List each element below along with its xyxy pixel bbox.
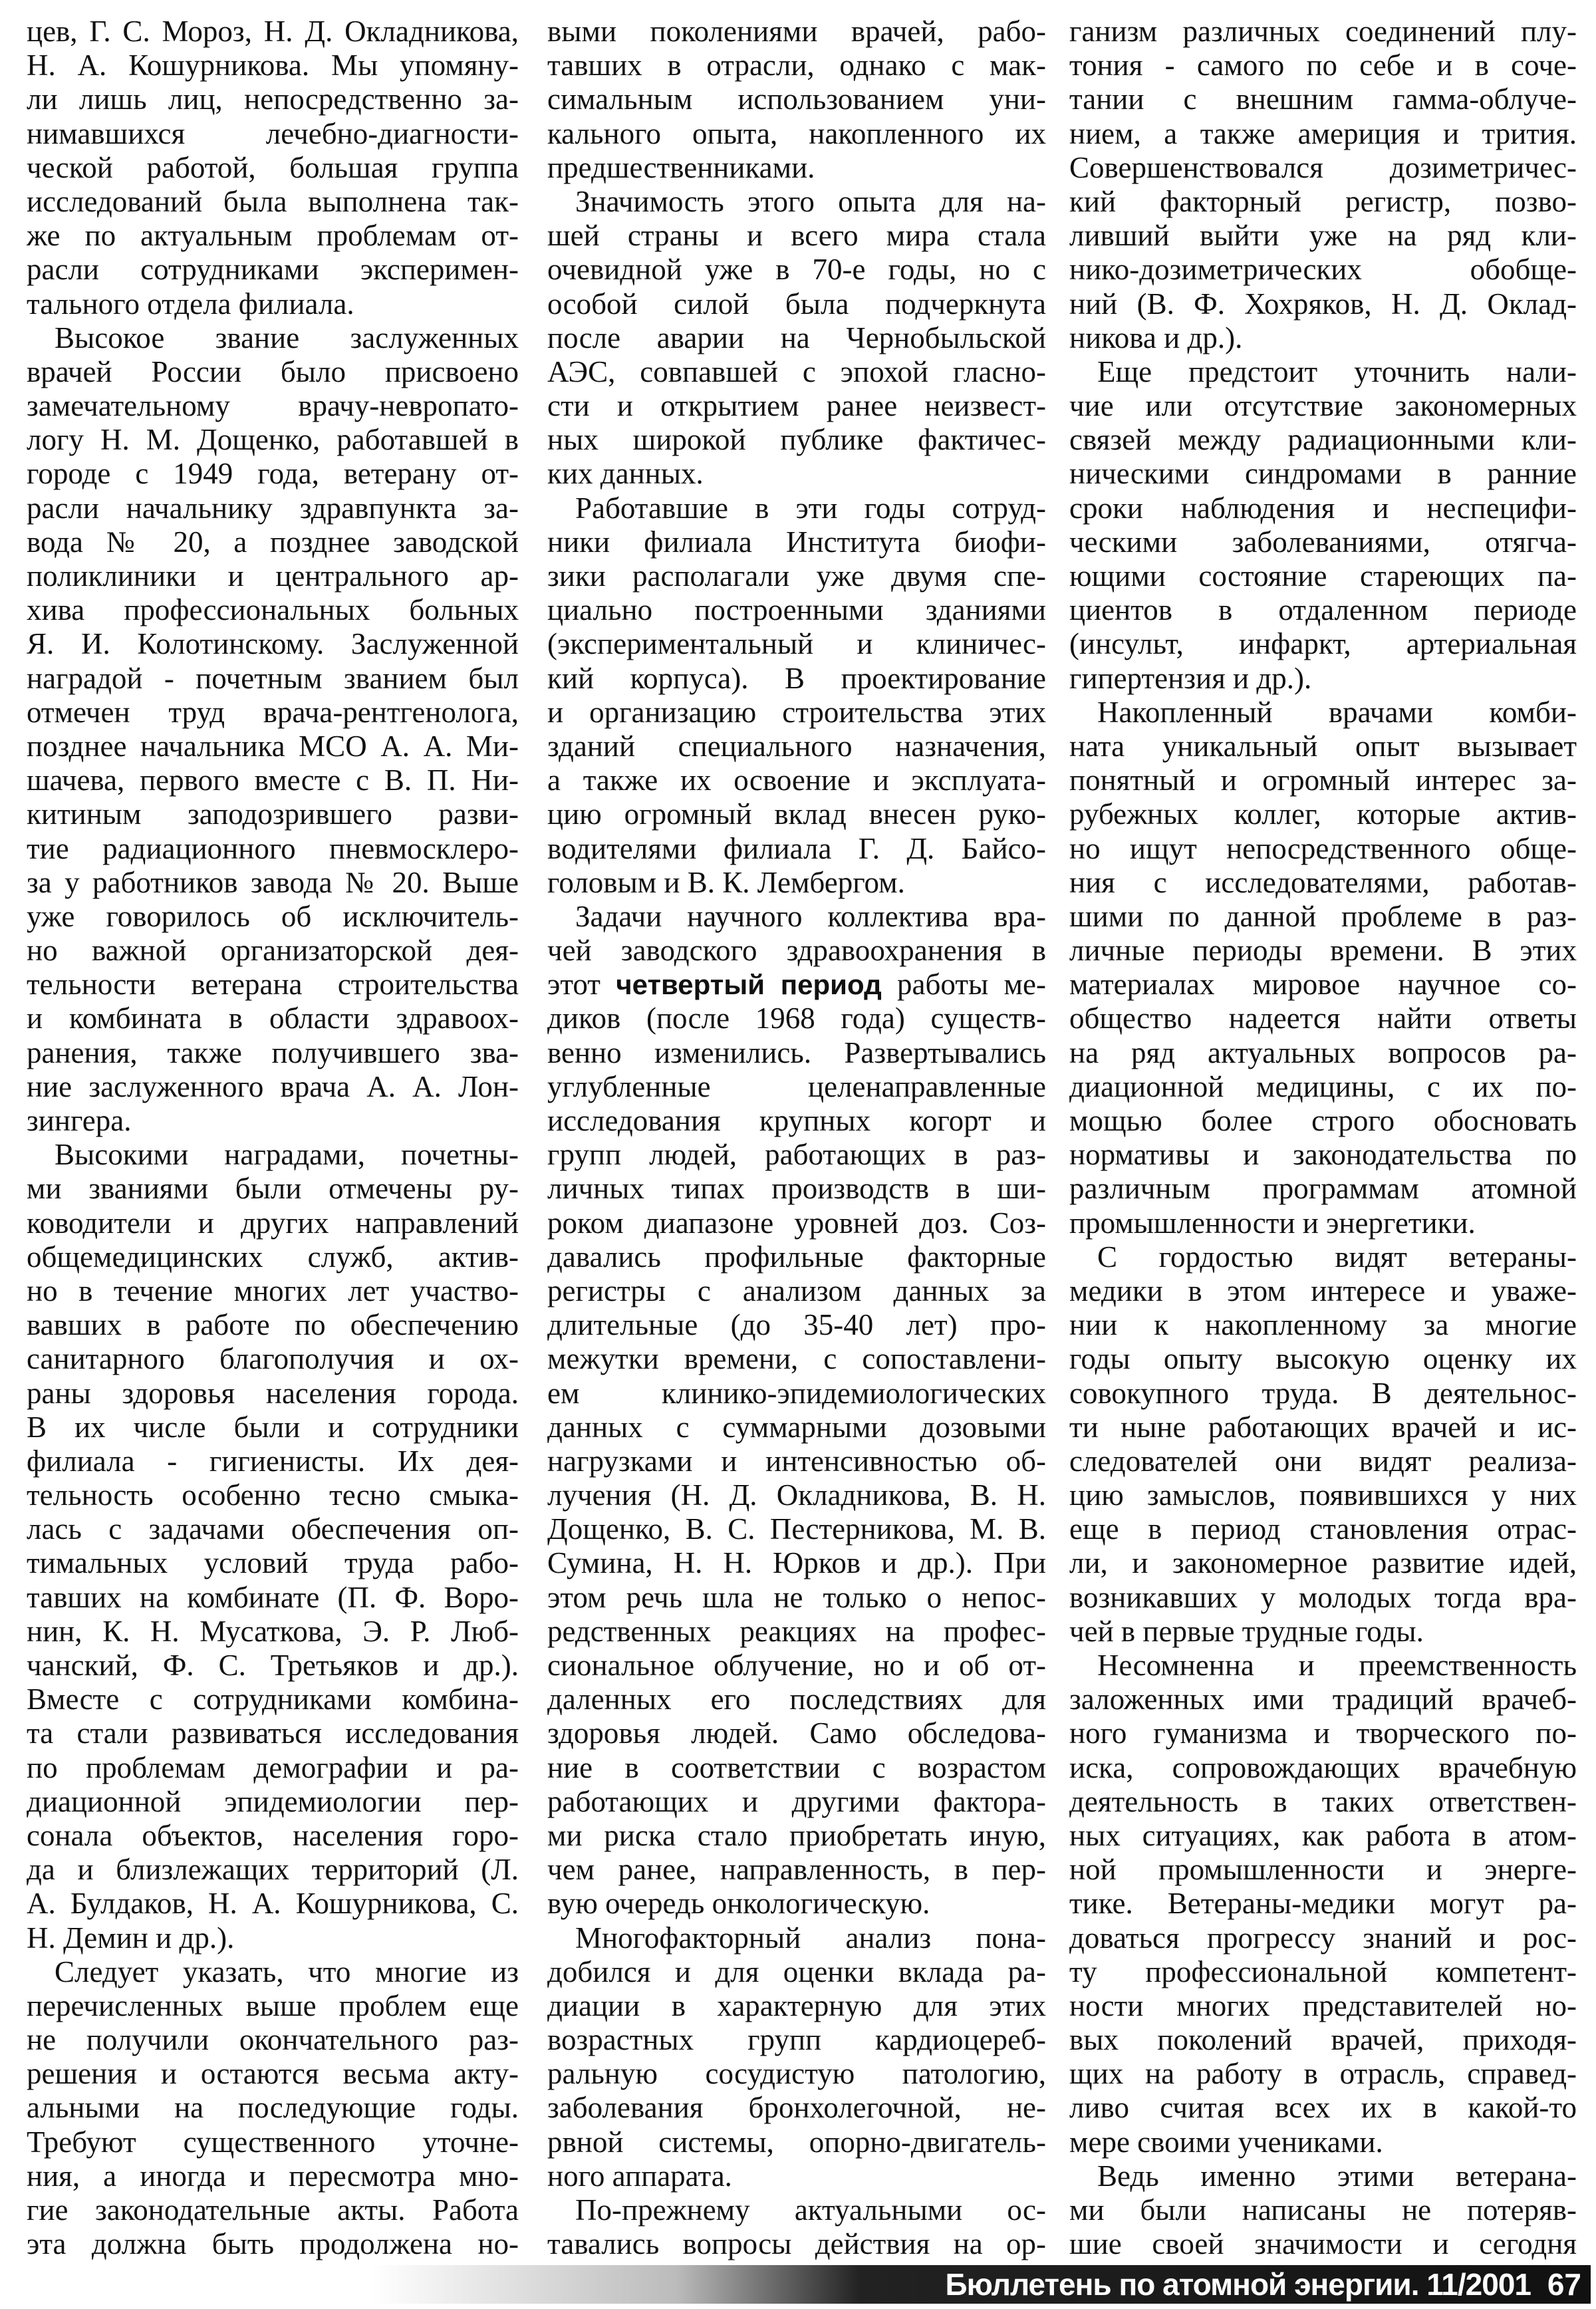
text-line: нимавшихся лечебно-диагности- [27, 116, 519, 150]
text-line: углубленные целенаправленные [547, 1069, 1046, 1103]
text-line: ти ныне работающих врачей и ис- [1069, 1410, 1577, 1444]
text-line: ранения, также получившего зва- [27, 1035, 519, 1069]
text-line: городе с 1949 года, ветерану от- [27, 457, 519, 491]
text-line: мере своими учениками. [1069, 2125, 1383, 2159]
text-line: ния с исследователями, работав- [1069, 865, 1577, 899]
text-line: заболевания бронхолегочной, не- [547, 2091, 1046, 2125]
text-line: тельность особенно тесно смыка- [27, 1478, 519, 1512]
text-line: нин, К. Н. Мусаткова, Э. Р. Люб- [27, 1614, 519, 1648]
text-line: отмечен труд врача-рентгенолога, [27, 695, 519, 729]
text-line: ники филиала Института биофи- [547, 525, 1046, 559]
text-line: шими по данной проблеме в раз- [1069, 899, 1577, 933]
text-line: групп людей, работающих в раз- [547, 1138, 1046, 1172]
text-line: расли сотрудниками эксперимен- [27, 253, 519, 287]
text-line: исследований была выполнена так- [27, 184, 519, 218]
text-line: понятный и огромный интерес за- [1069, 763, 1577, 797]
text-line: ние заслуженного врача А. А. Лон- [27, 1069, 519, 1103]
text-line: Дощенко, В. С. Пестерникова, М. В. [547, 1512, 1046, 1546]
text-line: ми были написаны не потеряв- [1069, 2193, 1577, 2227]
text-line: тавались вопросы действия на ор- [547, 2227, 1046, 2261]
text-line: заложенных ими традиций врачеб- [1069, 1683, 1577, 1716]
text-line: но ищут непосредственного обще- [1069, 831, 1577, 865]
text-line: ний (В. Ф. Хохряков, Н. Д. Оклад- [1069, 287, 1577, 321]
text-line: чем ранее, направленность, в пер- [547, 1853, 1046, 1887]
bold-emphasis: четвертый период [616, 969, 882, 1001]
text-line: общемедицинских служб, актив- [27, 1240, 519, 1274]
text-line: чие или отсутствие закономерных [1069, 389, 1577, 423]
text-line: очевидной уже в 70-е годы, но с [547, 253, 1046, 287]
text-line: же по актуальным проблемам от- [27, 219, 519, 253]
text-column-2 [547, 15, 1046, 2261]
text-line: ем клинико-эпидемиологических [547, 1376, 1046, 1410]
paragraph [547, 15, 1046, 185]
text-line: нии к накопленному за многие [1069, 1308, 1577, 1342]
text-line: Ведь именно этими ветерана- [1097, 2159, 1577, 2193]
text-line: иска, сопровождающих врачебную [1069, 1750, 1577, 1784]
text-line: Высокими наградами, почетны- [55, 1138, 519, 1172]
text-line: раны здоровья населения города. [27, 1376, 519, 1410]
text-line: Совершенствовался дозиметричес- [1069, 150, 1577, 184]
text-line: длительные (до 35-40 лет) про- [547, 1308, 1046, 1342]
text-line: предшественниками. [547, 150, 815, 184]
text-line: Многофакторный анализ пона- [575, 1921, 1046, 1955]
text-line: АЭС, совпавшей с эпохой гласно- [547, 354, 1046, 388]
text-line: Следует указать, что многие из [55, 1955, 519, 1988]
text-column-1 [27, 15, 519, 2261]
text-line: ральную сосудистую патологию, [547, 2057, 1046, 2091]
text-line: материалах мировое научное со- [1069, 968, 1577, 1002]
text-line: ких данных. [547, 457, 704, 491]
text-line: годы опыту высокую оценку их [1069, 1342, 1577, 1376]
text-line: работающих и другими фактора- [547, 1784, 1046, 1818]
text-line: Еще предстоит уточнить нали- [1097, 354, 1577, 388]
text-line: чей заводского здравоохранения в [547, 934, 1046, 968]
paragraph [1069, 15, 1577, 355]
text-line: альными на последующие годы. [27, 2091, 519, 2125]
text-line: диационной эпидемиологии пер- [27, 1784, 519, 1818]
text-line: ческими заболеваниями, отягча- [1069, 525, 1577, 559]
text-line: доваться прогрессу знаний и рос- [1069, 1921, 1577, 1955]
text-line: Работавшие в эти годы сотруд- [575, 491, 1046, 525]
text-line: С гордостью видят ветераны- [1097, 1240, 1577, 1274]
text-line: ническими синдромами в ранние [1069, 457, 1577, 491]
text-line: чанский, Ф. С. Третьяков и др.). [27, 1649, 519, 1682]
text-line: шие своей значимости и сегодня [1069, 2227, 1577, 2261]
text-line: ната уникальный опыт вызывает [1069, 729, 1577, 763]
text-line: зданий специального назначения, [547, 729, 1046, 763]
text-line: за у работников завода № 20. Выше [27, 865, 519, 899]
text-line: ных ситуациях, как работа в атом- [1069, 1818, 1577, 1852]
text-line: Я. И. Колотинскому. Заслуженной [27, 627, 519, 661]
text-line: тие радиационного пневмосклеро- [27, 831, 519, 865]
paragraph [27, 1955, 519, 2262]
text-line: та стали развиваться исследования [27, 1716, 519, 1750]
text-line [547, 968, 1046, 1002]
text-line: поликлиники и центрального ар- [27, 559, 519, 593]
text-line: вую очередь онкологическую. [547, 1887, 930, 1921]
text-line: ния, а иногда и пересмотра мно- [27, 2159, 519, 2193]
text-line: возникавших у молодых тогда вра- [1069, 1580, 1577, 1614]
text-line: и комбината в области здравоох- [27, 1002, 519, 1035]
text-line: циально построенными зданиями [547, 593, 1046, 627]
text-line: тике. Ветераны-медики могут ра- [1069, 1887, 1577, 1921]
text-line: мощью более строго обосновать [1069, 1104, 1577, 1137]
text-line: цев, Г. С. Мороз, Н. Д. Окладникова, [27, 15, 519, 48]
text-line: ние в соответствии с возрастом [547, 1750, 1046, 1784]
text-line: ной промышленности и энерге- [1069, 1853, 1577, 1887]
text-line: санитарного благополучия и ох- [27, 1342, 519, 1376]
text-line: нагрузками и интенсивностью об- [547, 1444, 1046, 1478]
text-line: гие законодательные акты. Работа [27, 2193, 519, 2227]
text-line: давались профильные факторные [547, 1240, 1046, 1274]
text-line: нием, а также америция и трития. [1069, 116, 1577, 150]
text-line: Задачи научного коллектива вра- [575, 899, 1046, 933]
text-line: тельности ветерана строительства [27, 968, 519, 1002]
text-line: расли начальнику здравпункта за- [27, 491, 519, 525]
text-line: медики в этом интересе и уваже- [1069, 1274, 1577, 1307]
paragraph [547, 900, 1046, 1921]
text-line: водителями филиала Г. Д. Байсо- [547, 831, 1046, 865]
text-line: позднее начальника МСО А. А. Ми- [27, 729, 519, 763]
paragraph [27, 321, 519, 1139]
text-line: особой силой была подчеркнута [547, 287, 1046, 321]
paragraph [27, 15, 519, 321]
text-line: ми риска стало приобретать иную, [547, 1818, 1046, 1852]
text-line: По-прежнему актуальными ос- [575, 2193, 1046, 2227]
text-line: Несомненна и преемственность [1097, 1649, 1577, 1682]
text-line: личных типах производств в ши- [547, 1172, 1046, 1206]
text-line: сроки наблюдения и неспецифи- [1069, 491, 1577, 525]
text-line: да и близлежащих территорий (Л. [27, 1853, 519, 1887]
text-line: гипертензия и др.). [1069, 661, 1312, 695]
text-segment: этот [547, 968, 616, 1002]
text-line: хива профессиональных больных [27, 593, 519, 627]
text-line: кального опыта, накопленного их [547, 116, 1046, 150]
text-line: цию замыслов, появившихся у них [1069, 1478, 1577, 1512]
text-line: ли лишь лиц, непосредственно за- [27, 82, 519, 116]
text-line: ганизм различных соединений плу- [1069, 15, 1577, 48]
text-line: Накопленный врачами комби- [1097, 695, 1577, 729]
text-line: замечательному врачу-невропато- [27, 389, 519, 423]
text-line: щих на работу в отрасль, справед- [1069, 2057, 1577, 2091]
text-line: по проблемам демографии и ра- [27, 1750, 519, 1784]
text-line: нормативы и законодательства по [1069, 1138, 1577, 1172]
text-line: ту профессиональной компетент- [1069, 1955, 1577, 1988]
text-line: эта должна быть продолжена но- [27, 2227, 519, 2261]
text-line: китиным заподозрившего разви- [27, 797, 519, 831]
text-line: даленных его последствиях для [547, 1683, 1046, 1716]
text-line: Значимость этого опыта для на- [575, 184, 1046, 218]
text-line: но в течение многих лет участво- [27, 1274, 519, 1307]
paragraph [27, 1138, 519, 1955]
text-line: ководители и других направлений [27, 1206, 519, 1240]
text-line: различным программам атомной [1069, 1172, 1577, 1206]
text-line: А. Булдаков, Н. А. Кошурникова, С. [27, 1887, 519, 1921]
text-line: исследования крупных когорт и [547, 1104, 1046, 1137]
text-line: выми поколениями врачей, рабо- [547, 15, 1046, 48]
text-line: нико-дозиметрических обобще- [1069, 253, 1577, 287]
text-line: кий корпуса). В проектирование [547, 661, 1046, 695]
text-line: В их числе были и сотрудники [27, 1410, 519, 1444]
text-line: сиональное облучение, но и об от- [547, 1649, 1046, 1682]
text-line: рубежных коллег, которые актив- [1069, 797, 1577, 831]
text-line: роком диапазоне уровней доз. Соз- [547, 1206, 1046, 1240]
text-line: циентов в отдаленном периоде [1069, 593, 1577, 627]
text-line: Требуют существенного уточне- [27, 2125, 519, 2159]
text-line: (инсульт, инфаркт, артериальная [1069, 627, 1577, 661]
text-line: лась с задачами обеспечения оп- [27, 1512, 519, 1546]
text-line: цию огромный вклад внесен руко- [547, 797, 1046, 831]
paragraph [1069, 2159, 1577, 2262]
paragraph [1069, 1649, 1577, 2159]
paragraph [1069, 696, 1577, 1240]
text-line: связей между радиационными кли- [1069, 423, 1577, 457]
text-line: и организацию строительства этих [547, 695, 1046, 729]
text-line: тония - самого по себе и в соче- [1069, 49, 1577, 82]
text-line: венно изменились. Развертывались [547, 1035, 1046, 1069]
text-line: вых поколений врачей, приходя- [1069, 2023, 1577, 2057]
text-line: Сумина, Н. Н. Юрков и др.). При [547, 1546, 1046, 1580]
text-line: Н. А. Кошурникова. Мы упомяну- [27, 49, 519, 82]
page-number: 67 [1547, 2267, 1581, 2302]
text-line: зингера. [27, 1104, 132, 1137]
text-line: ных широкой публике фактичес- [547, 423, 1046, 457]
text-line: сти и открытием ранее неизвест- [547, 389, 1046, 423]
text-line: тавших на комбинате (П. Ф. Воро- [27, 1580, 519, 1614]
text-line: данных с суммарными дозовыми [547, 1410, 1046, 1444]
text-line: здоровья людей. Само обследова- [547, 1716, 1046, 1750]
text-line: после аварии на Чернобыльской [547, 321, 1046, 354]
text-line: тании с внешним гамма-облуче- [1069, 82, 1577, 116]
text-line: еще в период становления отрас- [1069, 1512, 1577, 1546]
text-line: ности многих представителей но- [1069, 1988, 1577, 2022]
text-column-3 [1069, 15, 1577, 2261]
text-line: добился и для оценки вклада ра- [547, 1955, 1046, 1988]
journal-title: Бюллетень по атомной энергии. 11/2001 [945, 2267, 1531, 2302]
text-line: ческой работой, большая группа [27, 150, 519, 184]
text-line: тального отдела филиала. [27, 287, 354, 321]
text-line: Вместе с сотрудниками комбина- [27, 1683, 519, 1716]
text-line: промышленности и энергетики. [1069, 1206, 1476, 1240]
text-line: вода № 20, а позднее заводской [27, 525, 519, 559]
text-line: ного аппарата. [547, 2159, 732, 2193]
text-line: уже говорилось об исключитель- [27, 899, 519, 933]
paragraph [1069, 1240, 1577, 1649]
text-line: чей в первые трудные годы. [1069, 1614, 1424, 1648]
page-footer [372, 2265, 1591, 2304]
text-line: диков (после 1968 года) существ- [547, 1002, 1046, 1035]
text-line: наградой - почетным званием был [27, 661, 519, 695]
text-line: следователей они видят реализа- [1069, 1444, 1577, 1478]
text-line: этом речь шла не только о непос- [547, 1580, 1046, 1614]
text-line: диации в характерную для этих [547, 1988, 1046, 2022]
text-line: общество надеется найти ответы [1069, 1002, 1577, 1035]
paragraph [547, 1921, 1046, 2194]
paragraph [547, 2193, 1046, 2261]
text-line: ного гуманизма и творческого по- [1069, 1716, 1577, 1750]
text-line: межутки времени, с сопоставлени- [547, 1342, 1046, 1376]
text-line: совокупного труда. В деятельнос- [1069, 1376, 1577, 1410]
text-line: личные периоды времени. В этих [1069, 934, 1577, 968]
text-line: тимальных условий труда рабо- [27, 1546, 519, 1580]
text-line: не получили окончательного раз- [27, 2023, 519, 2057]
text-line: перечисленных выше проблем еще [27, 1988, 519, 2022]
text-line: а также их освоение и эксплуата- [547, 763, 1046, 797]
text-line: ющими состояние стареющих па- [1069, 559, 1577, 593]
text-line: ми званиями были отмечены ру- [27, 1172, 519, 1206]
text-line: Н. Демин и др.). [27, 1921, 235, 1955]
text-line: симальным использованием уни- [547, 82, 1046, 116]
text-line: никова и др.). [1069, 321, 1243, 354]
text-segment: работы ме- [881, 968, 1046, 1002]
paragraph [1069, 355, 1577, 696]
text-line: (экспериментальный и клиничес- [547, 627, 1046, 661]
text-line: логу Н. М. Дощенко, работавшей в [27, 423, 519, 457]
text-line: регистры с анализом данных за [547, 1274, 1046, 1307]
text-line: шей страны и всего мира стала [547, 219, 1046, 253]
text-line: рвной системы, опорно-двигатель- [547, 2125, 1046, 2159]
text-line: ливший выйти уже на ряд кли- [1069, 219, 1577, 253]
text-line: редственных реакциях на профес- [547, 1614, 1046, 1648]
text-line: вавших в работе по обеспечению [27, 1308, 519, 1342]
text-line: кий факторный регистр, позво- [1069, 184, 1577, 218]
text-line: шачева, первого вместе с В. П. Ни- [27, 763, 519, 797]
text-line: диационной медицины, с их по- [1069, 1069, 1577, 1103]
paragraph [547, 491, 1046, 900]
text-line: возрастных групп кардиоцереб- [547, 2023, 1046, 2057]
text-line: на ряд актуальных вопросов ра- [1069, 1035, 1577, 1069]
text-line: решения и остаются весьма акту- [27, 2057, 519, 2091]
text-line: но важной организаторской дея- [27, 934, 519, 968]
text-line: врачей России было присвоено [27, 354, 519, 388]
text-line: зики располагали уже двумя спе- [547, 559, 1046, 593]
text-line: ливо считая всех их в какой-то [1069, 2091, 1577, 2125]
text-line: сонала объектов, населения горо- [27, 1818, 519, 1852]
text-line: филиала - гигиенисты. Их дея- [27, 1444, 519, 1478]
text-line: ли, и закономерное развитие идей, [1069, 1546, 1577, 1580]
paragraph [547, 185, 1046, 491]
text-line: лучения (Н. Д. Окладникова, В. Н. [547, 1478, 1046, 1512]
text-line: деятельность в таких ответствен- [1069, 1784, 1577, 1818]
text-line: тавших в отрасли, однако с мак- [547, 49, 1046, 82]
text-line: головым и В. К. Лембергом. [547, 865, 905, 899]
text-line: Высокое звание заслуженных [55, 321, 519, 354]
